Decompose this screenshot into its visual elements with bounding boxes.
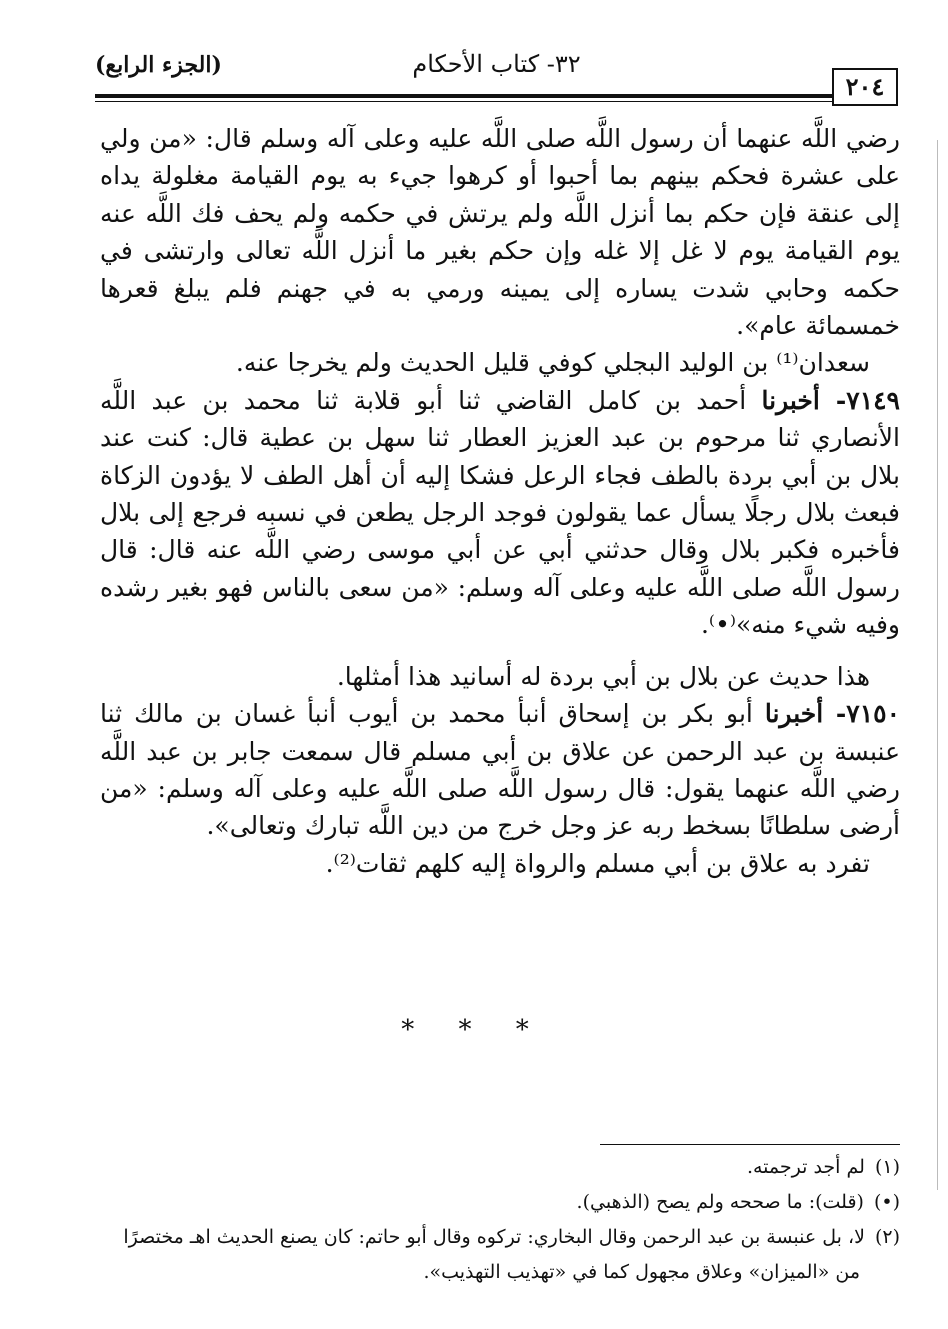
narrator-note: تفرد به علاق بن أبي مسلم والرواة إليه كلهم ثقات⁽²⁾. xyxy=(325,848,870,878)
hadith-number: ٧١٤٩- أخبرنا xyxy=(761,385,900,415)
footnote-1 xyxy=(100,1150,900,1185)
footnote-text: لم أجد ترجمته. xyxy=(746,1156,865,1178)
hadith-7150 xyxy=(100,695,900,845)
hadith-number: ٧١٥٠- أخبرنا xyxy=(764,699,900,729)
footnote-marker: (١) xyxy=(874,1156,900,1178)
page-edge-line xyxy=(937,140,938,1190)
hadith-text: أبو بكر بن إسحاق أنبأ محمد بن أيوب أنبأ غسان بن مالك ثنا عنبسة بن عبد الرحمن عن علاق بن أبي مسلم قال سمعت جابر بن عبد اللَّه رضي اللَّه عنهما يقول: قال رسول اللَّه صلى اللَّه عليه وعلى آله وسلم: «من أرضى سلطانًا بسخط ربه عز وجل خرج من دين اللَّه تبارك وتعالى». xyxy=(100,699,900,841)
header-rule-thick xyxy=(95,94,832,98)
footnotes xyxy=(100,1150,900,1290)
footnote-marker: (•) xyxy=(873,1191,900,1213)
hadith-comment: هذا حديث عن بلال بن أبي بردة له أسانيد هذا أمثلها. xyxy=(336,661,870,691)
footnote-text: (قلت): ما صححه ولم يصح (الذهبي). xyxy=(576,1191,864,1213)
page-number: ٢٠٤ xyxy=(832,68,898,106)
hadith-text: أحمد بن كامل القاضي ثنا أبو قلابة ثنا محمد بن عبد اللَّه الأنصاري ثنا مرحوم بن عبد العزيز العطار ثنا سهل بن عطية قال: كنت عند بلال بن أبي بردة بالطف فجاء الرعل فشكا إليه أن أهل الطف لا يؤدون الزكاة فبعث بلال رجلًا يسأل عما يقولون فوجد الرجل يطعن في نسبه فرجع إلى بلال فأخبره فكبر بلال وقال حدثني أبي عن أبي موسى رضي اللَّه عنه قال: قال رسول اللَّه صلى اللَّه عليه وعلى آله وسلم: «من سعى بالناس فهو بغير رشده وفيه شيء منه»⁽•⁾. xyxy=(100,385,900,640)
footnote-marker: (٢) xyxy=(874,1226,900,1248)
footnote-2-continuation: من «الميزان» وعلاق مجهول كما في «تهذيب التهذيب». xyxy=(423,1261,860,1283)
footnote-rule xyxy=(600,1144,900,1145)
footnote-text: لا، بل عنبسة بن عبد الرحمن وقال البخاري: تركوه وقال أبو حاتم: كان يصنع الحديث اهـ مختصرًا xyxy=(123,1226,865,1248)
narrator-note: سعدان⁽¹⁾ بن الوليد البجلي كوفي قليل الحديث ولم يخرجا عنه. xyxy=(235,348,870,378)
section-separator: * * * xyxy=(401,1015,547,1045)
hadith-continuation: رضي اللَّه عنهما أن رسول اللَّه صلى اللَّه عليه وعلى آله وسلم قال: «من ولي على عشرة فحكم بينهم بما أحبوا أو كرهوا جيء به يوم القيامة مغلولة يداه إلى عنقة فإن حكم بما أنزل اللَّه ولم يرتش في حكمه ولم يحف فك اللَّه عنه يوم القيامة يوم لا غل إلا غله وإن حكم بغير ما أنزل اللَّه تعالى وارتشى في حكمه وحابي شدت يساره إلى يمينه ورمي به في جهنم فلم يبلغ قعرها خمسمائة عام». xyxy=(100,124,900,341)
header-rule-thin xyxy=(95,101,832,102)
book-title: ٣٢- كتاب الأحكام xyxy=(412,50,581,78)
footnote-dot xyxy=(100,1185,900,1220)
volume-label: (الجزء الرابع) xyxy=(95,52,222,78)
page-header xyxy=(95,48,898,101)
main-text xyxy=(100,120,900,882)
hadith-7149 xyxy=(100,382,900,644)
footnote-2 xyxy=(100,1220,900,1255)
